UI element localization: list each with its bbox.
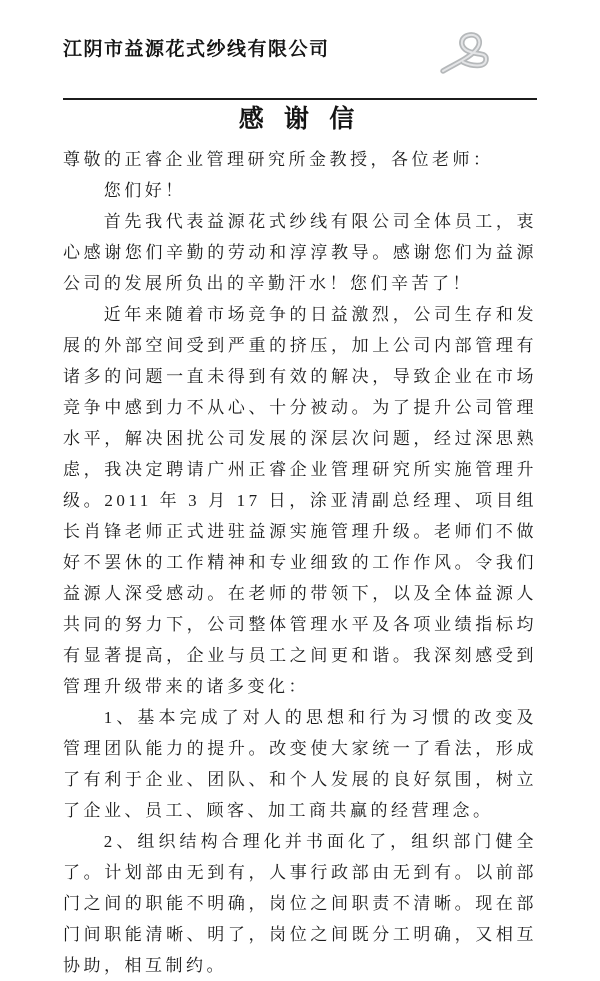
letter-paragraph: 近年来随着市场竞争的日益激烈，公司生存和发展的外部空间受到严重的挤压，加上公司内部管理有诸多的问题一直未得到有效的解决，导致企业在市场竞争中感到力不从心、十分被动。为了提升公司管理水平，解决困扰公司发展的深层次问题，经过深思熟虑，我决定聘请广州正睿企业管理研究所实施管理升级。2011 年 3 月 17 日，涂亚清副总经理、项目组长肖锋老师正式进驻益源实施管理升级。老师们不做好不罢休的工作精神和专业细致的工作作风。令我们益源人深受感动。在老师的带领下，以及全体益源人共同的努力下，公司整体管理水平及各项业绩指标均有显著提高，企业与员工之间更和谐。我深刻感受到管理升级带来的诸多变化： — [63, 305, 537, 696]
letter-paragraph: 首先我代表益源花式纱线有限公司全体员工，衷心感谢您们辛勤的劳动和淳淳教导。感谢您们为益源公司的发展所负出的辛勤汗水！您们辛苦了！ — [63, 212, 537, 293]
letter-paragraph: 1、基本完成了对人的思想和行为习惯的改变及管理团队能力的提升。改变使大家统一了看法，形成了有利于企业、团队、和个人发展的良好氛围，树立了企业、员工、顾客、加工商共赢的经营理念。 — [63, 708, 537, 820]
yarn-knot-icon — [437, 28, 495, 78]
company-name: 江阴市益源花式纱线有限公司 — [63, 39, 330, 60]
letter-title: 感 谢 信 — [238, 106, 362, 133]
letter-paragraph: 您们好！ — [103, 181, 186, 200]
header-divider — [63, 98, 537, 100]
letter-body — [63, 144, 537, 981]
letter-header — [63, 36, 537, 82]
letter-paragraph: 2、组织结构合理化并书面化了，组织部门健全了。计划部由无到有，人事行政部由无到有。以前部门之间的职能不明确，岗位之间职责不清晰。现在部门间职能清晰、明了，岗位之间既分工明确，又相互协助，相互制约。 — [63, 832, 537, 975]
letter-salutation: 尊敬的正睿企业管理研究所金教授，各位老师： — [63, 150, 494, 169]
